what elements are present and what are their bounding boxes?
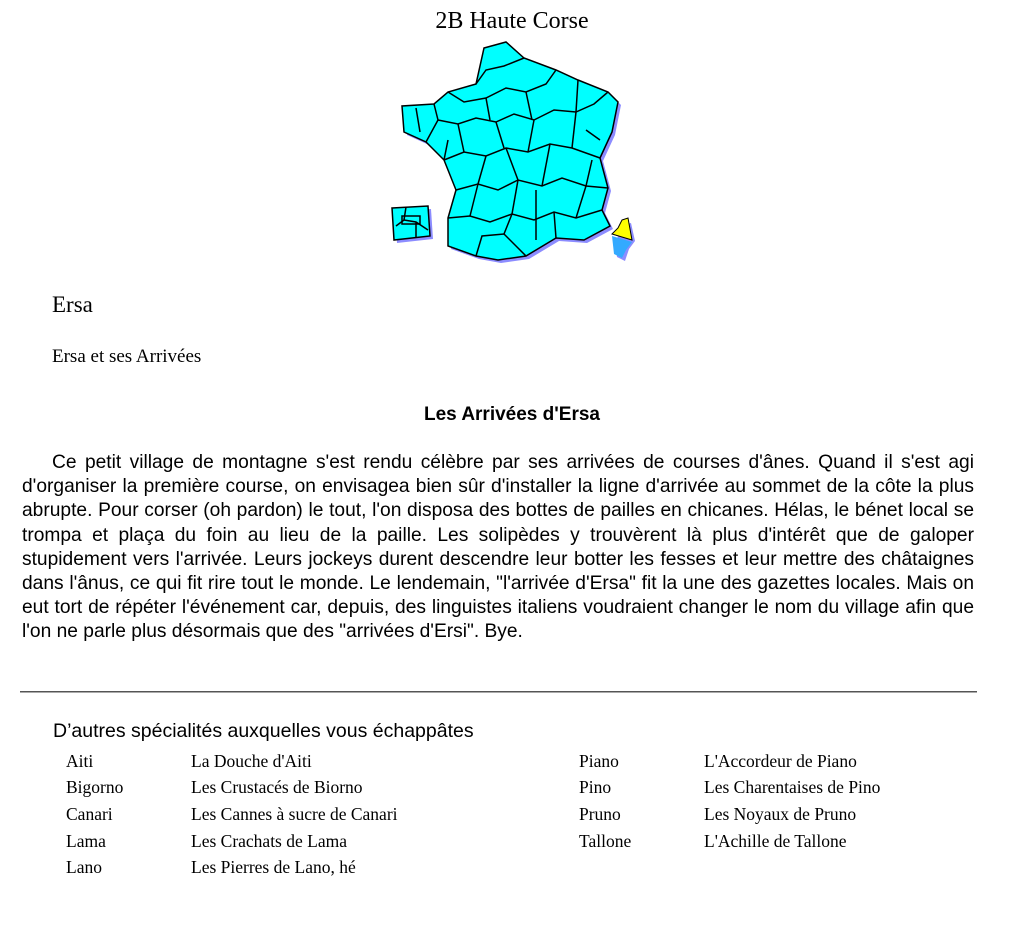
list-item	[66, 775, 398, 802]
article-title: Les Arrivées d'Ersa	[424, 404, 600, 425]
horizontal-divider	[20, 691, 977, 693]
village-name: Bigorno	[66, 777, 124, 798]
specialty-name: Les Crachats de Lama	[191, 830, 347, 851]
specialty-name: Les Charentaises de Pino	[704, 777, 881, 798]
village-name: Tallone	[579, 830, 632, 851]
place-subtitle: Ersa et ses Arrivées	[52, 346, 202, 367]
village-name: Lano	[66, 857, 102, 878]
specialty-name: Les Cannes à sucre de Canari	[191, 803, 398, 824]
village-name: Pino	[579, 777, 612, 798]
article-body: Ce petit village de montagne s'est rendu célèbre par ses arrivées de courses d'ânes. Quand il s'est agi d'organiser la première course, on envisagea bien sûr d'installer la ligne d'arrivée au sommet de la côte la plus abrupte. Pour corser (oh pardon) le tout, l'on disposa des bottes de pailles en chicanes. Hélas, le bénet local se trompa et plaça du foin au lieu de la paille. Les solipèdes y trouvèrent là plus d'intérêt que de galoper stupidement vers l'arrivée. Leurs jockeys durent descendre leur botter les fesses et leur mettre des châtaignes dans l'ânus, ce qui fit rire tout le monde. Le lendemain, "l'arrivée d'Ersa" fit la une des gazettes locales. Mais on eut tort de répéter l'événement car, depuis, des linguistes italiens voudraient changer le nom du village afin que l'on ne parle plus désormais que des "arrivées d'Ersi". Bye.	[22, 452, 974, 643]
specialties-list-left	[66, 748, 398, 881]
list-item	[66, 748, 398, 775]
list-item	[66, 801, 398, 828]
list-item	[579, 801, 880, 828]
mainland-france	[402, 42, 618, 260]
france-departments-map	[386, 40, 636, 265]
list-item	[579, 775, 880, 802]
department-2b-haute-corse-highlighted	[612, 218, 632, 240]
specialty-name: Les Noyaux de Pruno	[704, 803, 857, 824]
other-specialties-title: D’autres spécialités auxquelles vous échappâtes	[53, 720, 474, 742]
specialties-list-right	[579, 748, 880, 854]
village-name: Piano	[579, 750, 619, 771]
specialty-name: Les Pierres de Lano, hé	[191, 857, 356, 878]
specialty-name: L'Accordeur de Piano	[704, 750, 857, 771]
corsica	[612, 218, 635, 261]
overseas-inset	[392, 206, 430, 240]
page-title: 2B Haute Corse	[435, 8, 589, 34]
village-name: Pruno	[579, 803, 621, 824]
list-item	[66, 828, 398, 855]
village-name: Canari	[66, 803, 113, 824]
specialty-name: L'Achille de Tallone	[704, 830, 847, 851]
village-name: Aiti	[66, 750, 94, 771]
village-name: Lama	[66, 830, 106, 851]
list-item	[579, 828, 880, 855]
specialty-name: La Douche d'Aiti	[191, 750, 312, 771]
list-item	[579, 748, 880, 775]
list-item	[66, 854, 398, 881]
specialty-name: Les Crustacés de Biorno	[191, 777, 363, 798]
place-name: Ersa	[52, 292, 93, 317]
